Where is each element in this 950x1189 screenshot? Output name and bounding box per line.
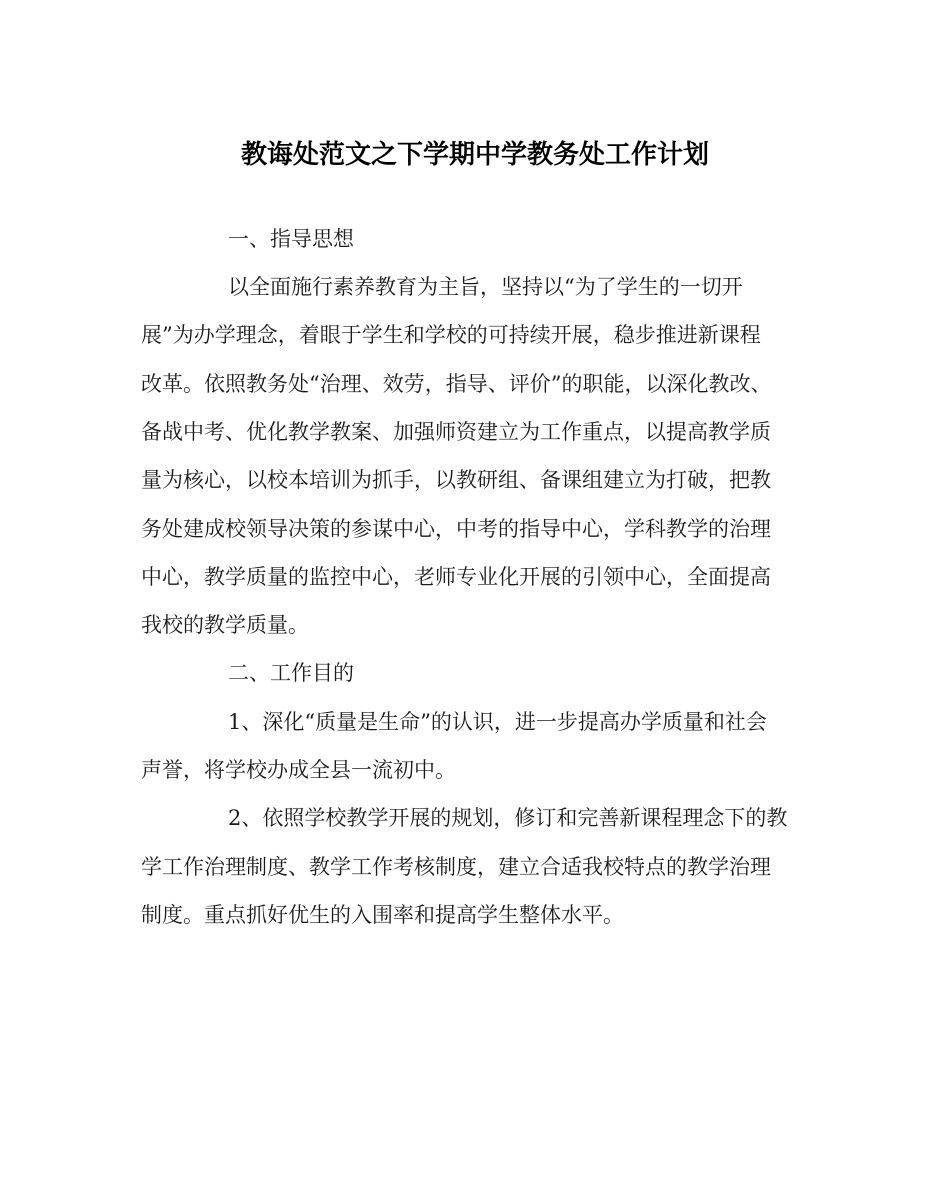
- list-item-line: 学工作治理制度、教学工作考核制度，建立合适我校特点的教学治理: [141, 855, 771, 879]
- paragraph-line: 量为核心，以校本培训为抓手，以教研组、备课组建立为打破，把教: [141, 468, 771, 492]
- paragraph-line: 以全面施行素养教育为主旨，坚持以“为了学生的一切开: [228, 275, 743, 299]
- list-item-line: 2、依照学校教学开展的规划，修订和完善新课程理念下的教: [228, 806, 788, 830]
- paragraph-line: 中心，教学质量的监控中心，老师专业化开展的引领中心，全面提高: [141, 565, 771, 589]
- paragraph-line: 我校的教学质量。: [141, 613, 309, 637]
- paragraph-line: 改革。依照教务处“治理、效劳，指导、评价”的职能，以深化教改、: [141, 372, 772, 396]
- list-item-line: 声誉，将学校办成全县一流初中。: [141, 758, 456, 782]
- paragraph-line: 备战中考、优化教学教案、加强师资建立为工作重点，以提高教学质: [141, 420, 771, 444]
- document-title: 教诲处范文之下学期中学教务处工作计划: [240, 140, 709, 170]
- list-item-line: 制度。重点抓好优生的入围率和提高学生整体水平。: [141, 903, 624, 927]
- paragraph-line: 展”为办学理念，着眼于学生和学校的可持续开展，稳步推进新课程: [141, 323, 761, 347]
- list-item-line: 1、深化“质量是生命”的认识，进一步提高办学质量和社会: [228, 710, 767, 734]
- paragraph-line: 务处建成校领导决策的参谋中心，中考的指导中心，学科教学的治理: [141, 517, 771, 541]
- section-heading-work-goals: 二、工作目的: [228, 661, 354, 685]
- section-heading-guiding-thought: 一、指导思想: [228, 227, 354, 251]
